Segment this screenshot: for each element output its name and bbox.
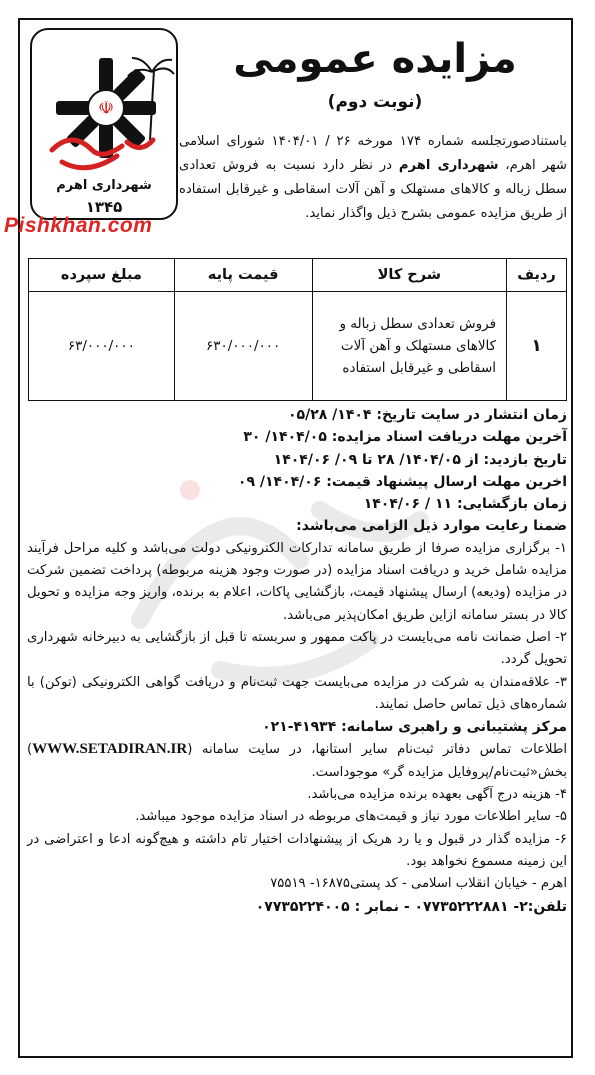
- svg-text:☫: ☫: [97, 98, 115, 119]
- registration-info-suffix: ) بخش«ثبت‌نام/پروفایل مزایده گر» موجوداست.: [27, 742, 567, 780]
- page-subtitle: (نوبت دوم): [327, 92, 423, 112]
- auction-items-table: [28, 258, 567, 401]
- header-description: شرح کالا: [312, 259, 507, 292]
- requirement-5: ۵- سایر اطلاعات مورد نیاز و قیمت‌های مربوطه در اسناد مزایده موجود میباشد.: [135, 809, 567, 825]
- cell-row-number: ۱: [507, 292, 567, 401]
- intro-part1: باستنادصورتجلسه شماره ۱۷۴ مورخه ۲۶ / ۱۴۰۴/۰۱ شورای اسلامی شهر اهرم،: [179, 134, 567, 173]
- cell-description: فروش تعدادی سطل زباله و کالاهای مستهلک و آهن آلات اسقاطی و غیرقابل استفاده: [312, 292, 507, 401]
- registration-info-prefix: اطلاعات تماس دفاتر ثبت‌نام سایر استانها، در سایت سامانه (: [187, 742, 567, 758]
- website-link[interactable]: WWW.SETADIRAN.IR: [32, 741, 188, 758]
- logo-city-label: شهرداری اهرم: [56, 178, 152, 193]
- intro-paragraph: [179, 130, 567, 226]
- requirement-4: ۴- هزینه درج آگهی بعهده برنده مزایده می‌باشد.: [307, 787, 567, 803]
- footer-phone: تلفن:۲- ۰۷۷۳۵۲۲۲۸۸۱ - نمابر : ۰۷۷۳۵۲۲۴۰۰۵: [255, 898, 567, 915]
- document-deadline: آخرین مهلت دریافت اسناد مزایده: ۱۴۰۴/۰۵/ ۳۰: [243, 429, 567, 446]
- offer-deadline: اخرین مهلت ارسال پیشنهاد قیمت: ۱۴۰۴/۰۶/ ۰۹: [237, 473, 567, 490]
- requirement-2: ۲- اصل ضمانت نامه می‌بایست در پاکت ممهور و سربسته تا قبل از بازگشایی به دبیرخانه شهرداری تحویل گردد.: [27, 629, 567, 668]
- logo-year: ۱۳۴۵: [85, 198, 123, 216]
- cell-base-price: ۶۳۰/۰۰۰/۰۰۰: [174, 292, 312, 401]
- support-line: مرکز پشتیبانی و راهبری سامانه: ۴۱۹۳۴-۰۲۱: [262, 719, 567, 736]
- table-row: [29, 292, 567, 401]
- intro-part2: در نظر دارد نسبت به فروش تعدادی سطل زباله و کالاهای مستهلک و آهن آلات اسقاطی و غیرقابل استفاده از طریق مزایده عمومی بشرح ذیل واگذار نماید.: [179, 158, 567, 221]
- publish-date: زمان انتشار در سایت تاریخ: ۱۴۰۴/ ۰۵/۲۸: [288, 407, 567, 423]
- requirement-6: ۶- مزایده گذار در قبول و یا رد هریک از پیشنهادات اختیار تام داشته و هیچ‌گونه ادعا و اعتراضی در این زمینه مسموع نخواهد بود.: [27, 831, 567, 869]
- requirement-3: ۳- علاقه‌مندان به شرکت در مزایده می‌بایست جهت ثبت‌نام و دریافت گواهی الکترونیکی (توکن) با شماره‌های ذیل تماس حاصل نمایند.: [27, 674, 567, 712]
- notice-body: [27, 404, 567, 918]
- visit-dates: تاریخ بازدید: از ۱۴۰۴/۰۵/ ۲۸ تا ۰۹/ ۱۴۰۴/۰۶: [273, 451, 567, 468]
- page-title: مزایده عمومی: [233, 36, 517, 82]
- opening-date: زمان بازگشایی: ۱۱ / ۱۴۰۴/۰۶: [363, 496, 567, 513]
- header-deposit: مبلغ سپرده: [29, 259, 175, 292]
- cell-deposit: ۶۳/۰۰۰/۰۰۰: [29, 292, 175, 401]
- municipality-logo: [30, 28, 178, 220]
- table-header-row: [29, 259, 567, 292]
- ahram-municipality-logo-icon: [32, 30, 180, 222]
- registration-info: [27, 738, 567, 784]
- header-base-price: قیمت پایه: [174, 259, 312, 292]
- intro-bold: شهرداری اهرم: [398, 158, 499, 173]
- header-row-number: ردیف: [507, 259, 567, 292]
- watermark-site-label: Pishkhan.com: [4, 214, 153, 237]
- requirements-heading: ضمنا رعایت موارد ذیل الزامی می‌باشد:: [296, 518, 567, 535]
- requirement-1: ۱- برگزاری مزایده صرفا از طریق سامانه تدارکات الکترونیکی دولت می‌باشد و کلیه مراحل فرآیند مزایده شامل خرید و دریافت اسناد مزایده (در صورت وجود هزینه مربوطه) پرداخت تضمین شرکت در مزایده (ودیعه) ارسال پیشنهاد قیمت، بازگشایی پاکات، اعلام به برنده، واریز وجه مزایده و تحویل کالا در بستر سامانه ازاین طریق امکان‌پذیر می‌باشد.: [27, 540, 567, 623]
- footer-address: اهرم - خیابان انقلاب اسلامی - کد پستی۱۶۸۷۵- ۷۵۵۱۹: [270, 876, 567, 892]
